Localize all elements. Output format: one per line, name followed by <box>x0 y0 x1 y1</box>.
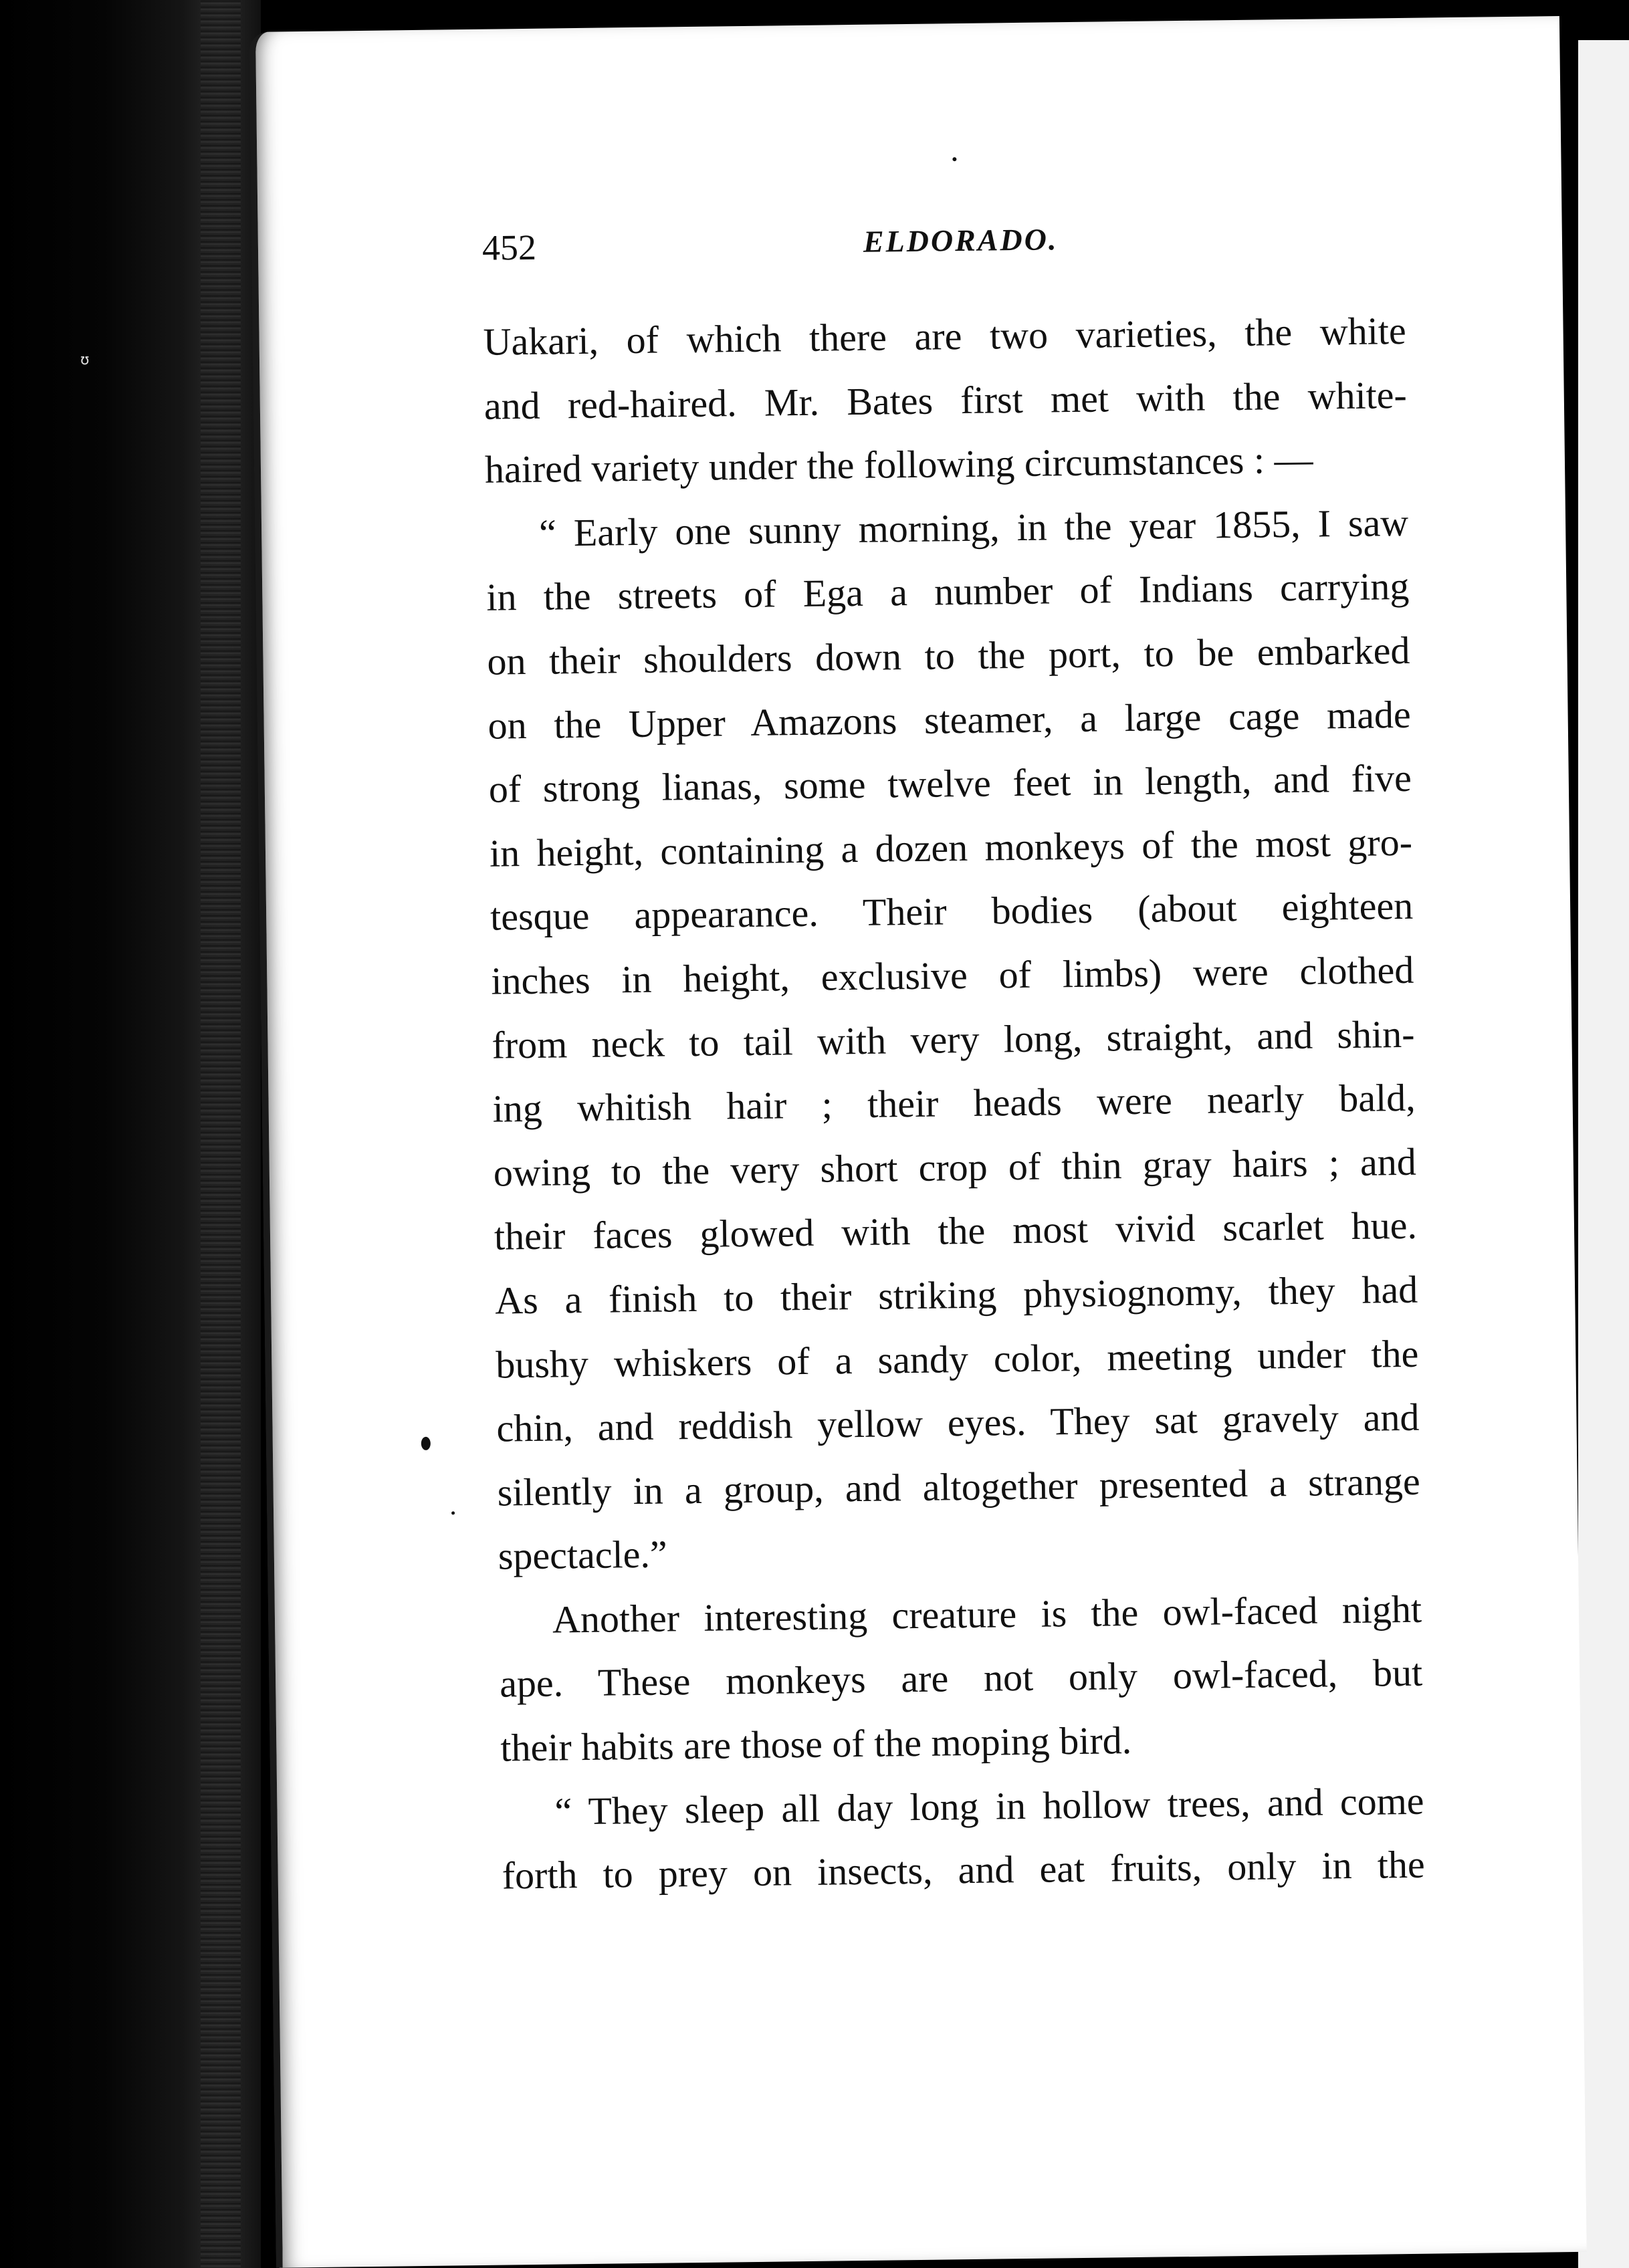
page-number: 452 <box>481 227 537 268</box>
text-line: “ Early one sunny morning, in the year 1855, I saw <box>538 500 1409 555</box>
text-line: and red-haired. Mr. Bates first met with the white- <box>483 372 1408 428</box>
ink-speck <box>451 1511 455 1514</box>
text-line: As a finish to their striking physiognomy, they had <box>494 1267 1418 1323</box>
page-header <box>482 216 1406 274</box>
binding-mark: ʊ <box>80 352 90 368</box>
text-line: inches in height, exclusive of limbs) were clothed <box>490 947 1414 1003</box>
text-line: silently in a group, and altogether presented a strange <box>497 1459 1421 1514</box>
text-line: of strong lianas, some twelve feet in length, and five <box>488 756 1412 811</box>
text-line: their habits are those of the moping bird. <box>500 1718 1132 1770</box>
text-line: their faces glowed with the most vivid scarlet hue. <box>494 1204 1418 1258</box>
text-line: on their shoulders down to the port, to be embarked <box>487 628 1410 683</box>
text-line: forth to prey on insects, and eat fruits, only in the <box>502 1842 1426 1898</box>
ink-speck <box>952 157 956 161</box>
text-line: chin, and reddish yellow eyes. They sat gravely and <box>496 1395 1420 1450</box>
text-line: spectacle.” <box>498 1532 668 1578</box>
text-line: haired variety under the following circumstances : — <box>484 437 1313 491</box>
book-page <box>249 16 1587 2268</box>
text-line: in the streets of Ega a number of Indians carrying <box>485 564 1410 620</box>
text-line: ing whitish hair ; their heads were nearly bald, <box>492 1075 1416 1131</box>
binding-edge <box>201 0 241 2268</box>
text-line: “ They sleep all day long in hollow trees, and come <box>554 1779 1424 1833</box>
text-line: on the Upper Amazons steamer, a large cage made <box>487 692 1411 748</box>
running-head: ELDORADO. <box>863 222 1059 259</box>
text-line: ape. These monkeys are not only owl-faced, but <box>499 1651 1423 1706</box>
text-line: bushy whiskers of a sandy color, meeting under the <box>495 1331 1419 1387</box>
body-text <box>483 299 1425 1908</box>
text-line: in height, containing a dozen monkeys of the most gro- <box>489 820 1413 875</box>
text-line: tesque appearance. Their bodies (about eighteen <box>490 884 1414 939</box>
ink-speck <box>421 1437 431 1450</box>
text-line: from neck to tail with very long, straight, and shin- <box>492 1012 1415 1067</box>
text-line: Another interesting creature is the owl-faced night <box>552 1587 1422 1641</box>
text-line: Uakari, of which there are two varieties, the white <box>483 308 1406 364</box>
text-line: owing to the very short crop of thin gray hairs ; and <box>493 1139 1417 1195</box>
